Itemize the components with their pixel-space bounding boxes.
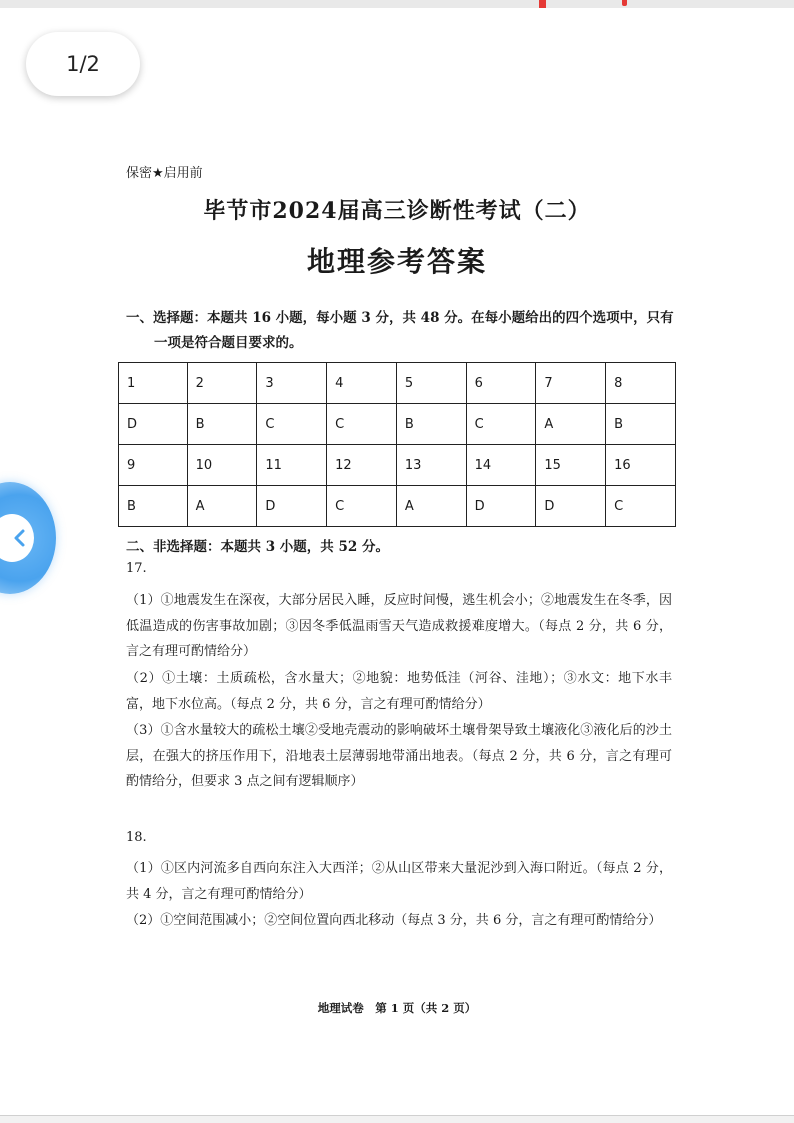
table-cell: A bbox=[396, 486, 466, 527]
table-cell: C bbox=[606, 486, 676, 527]
table-cell: D bbox=[466, 486, 536, 527]
question-18-part1: （1）①区内河流多自西向东注入大西洋；②从山区带来大量泥沙到入海口附近。（每点 2 分，共 4 分，言之有理可酌情给分） bbox=[126, 861, 672, 902]
table-cell: 11 bbox=[257, 445, 327, 486]
question-17-number: 17. bbox=[126, 561, 147, 576]
page-indicator[interactable]: 1/2 bbox=[26, 32, 140, 96]
question-18-part2: （2）①空间范围减小；②空间位置向西北移动（每点 3 分，共 6 分，言之有理可酌情给分） bbox=[126, 913, 662, 928]
table-cell: 8 bbox=[606, 363, 676, 404]
confidential-label: 保密★启用前 bbox=[126, 166, 203, 181]
table-cell: D bbox=[536, 486, 606, 527]
chevron-left-icon bbox=[8, 526, 32, 550]
table-cell: 3 bbox=[257, 363, 327, 404]
table-row bbox=[119, 486, 676, 527]
section1-heading-line2: 一项是符合题目要求的。 bbox=[154, 335, 303, 351]
question-17-part2: （2）①土壤：土质疏松，含水量大；②地貌：地势低洼（河谷、洼地）；③水文：地下水丰富，地下水位高。（每点 2 分，共 6 分，言之有理可酌情给分） bbox=[126, 671, 672, 712]
table-cell: 1 bbox=[119, 363, 188, 404]
table-cell: 6 bbox=[466, 363, 536, 404]
table-row bbox=[119, 404, 676, 445]
question-17-part3: （3）①含水量较大的疏松土壤②受地壳震动的影响破坏土壤骨架导致土壤液化③液化后的沙土层，在强大的挤压作用下，沿地表土层薄弱地带涌出地表。（每点 2 分，共 6 分，言之有理可酌情给分，但要求 3 点之间有逻辑顺序） bbox=[126, 723, 672, 790]
answer-title: 地理参考答案 bbox=[306, 245, 487, 278]
table-row bbox=[119, 363, 676, 404]
table-cell: 12 bbox=[327, 445, 397, 486]
section2-heading: 二、非选择题：本题共 3 小题，共 52 分。 bbox=[126, 539, 389, 555]
table-cell: A bbox=[536, 404, 606, 445]
question-17-part1: （1）①地震发生在深夜，大部分居民入睡，反应时间慢，逃生机会小；②地震发生在冬季，因低温造成的伤害事故加剧；③因冬季低温雨雪天气造成救援难度增大。（每点 2 分，共 6 分，言之有理可酌情给分） bbox=[126, 593, 672, 660]
table-cell: B bbox=[396, 404, 466, 445]
table-cell: 9 bbox=[119, 445, 188, 486]
table-cell: C bbox=[327, 404, 397, 445]
table-cell: 5 bbox=[396, 363, 466, 404]
table-cell: C bbox=[257, 404, 327, 445]
table-cell: 16 bbox=[606, 445, 676, 486]
answer-table bbox=[118, 362, 676, 527]
table-cell: D bbox=[119, 404, 188, 445]
section1-heading-line1: 一、选择题：本题共 16 小题，每小题 3 分，共 48 分。在每小题给出的四个选项中，只有 bbox=[126, 310, 674, 326]
float-button-face bbox=[0, 514, 34, 562]
table-cell: B bbox=[119, 486, 188, 527]
exam-title: 毕节市2024届高三诊断性考试（二） bbox=[203, 198, 591, 224]
table-cell: 10 bbox=[187, 445, 257, 486]
table-cell: B bbox=[187, 404, 257, 445]
table-cell: 2 bbox=[187, 363, 257, 404]
viewer-top-marker-small bbox=[622, 0, 627, 6]
table-cell: 15 bbox=[536, 445, 606, 486]
table-cell: 14 bbox=[466, 445, 536, 486]
viewer-top-bar bbox=[0, 0, 794, 8]
document-page bbox=[0, 8, 794, 1116]
question-18-number: 18. bbox=[126, 830, 147, 845]
table-cell: 13 bbox=[396, 445, 466, 486]
table-cell: A bbox=[187, 486, 257, 527]
table-cell: C bbox=[466, 404, 536, 445]
page-footer: 地理试卷 第 1 页（共 2 页） bbox=[317, 1001, 477, 1015]
table-row bbox=[119, 445, 676, 486]
table-cell: 7 bbox=[536, 363, 606, 404]
table-cell: C bbox=[327, 486, 397, 527]
table-cell: 4 bbox=[327, 363, 397, 404]
table-cell: B bbox=[606, 404, 676, 445]
table-cell: D bbox=[257, 486, 327, 527]
section1-heading bbox=[126, 306, 676, 356]
